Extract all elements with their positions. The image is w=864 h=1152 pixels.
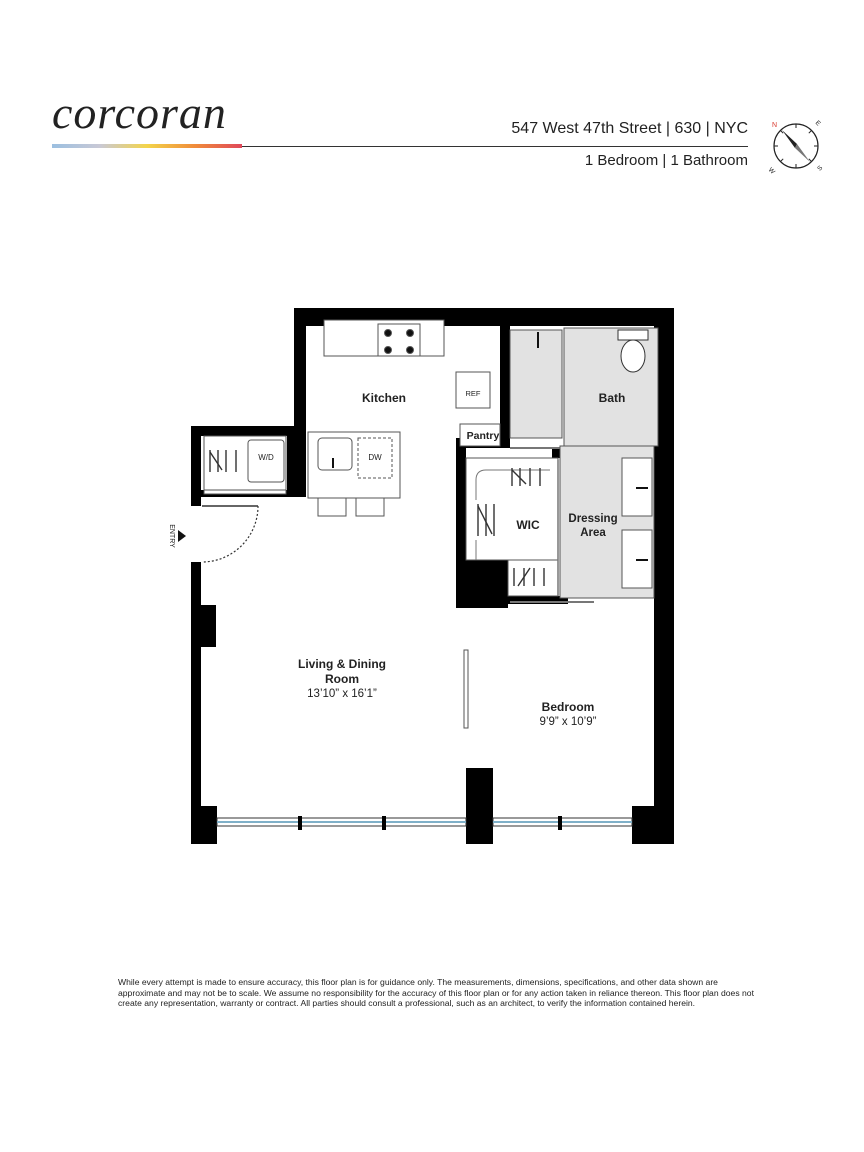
fixture-label-dw: DW	[368, 453, 382, 462]
entry-arrow-icon	[178, 530, 186, 542]
compass-n: N	[772, 122, 778, 129]
bar-stool-icon	[356, 498, 384, 516]
disclaimer-text: While every attempt is made to ensure accuracy, this floor plan is for guidance only. The measurements, dimensions, specifications, and other data shown are approximate and may not be to scale. We assume no responsibility for the accuracy of this floor plan or for any action taken in reliance thereon. This floor plan does not create any representation, warranty or contract. All parties should consult a professional, such as an architect, to verify the information contained herein.	[118, 977, 754, 1009]
windows	[217, 816, 632, 830]
room-label-dressing-area: Area	[580, 527, 606, 539]
sink-icon	[318, 438, 352, 470]
compass-w: W	[766, 166, 777, 176]
room-label-wic: WIC	[516, 518, 540, 532]
room-label-kitchen: Kitchen	[361, 391, 407, 405]
room-dims-bedroom: 9’9” x 10’9”	[539, 716, 597, 728]
compass-e: E	[813, 119, 822, 128]
bathroom-fixtures	[510, 328, 658, 448]
entry-label: ENTRY	[168, 524, 175, 548]
compass-s: S	[816, 164, 825, 173]
laundry-closet	[204, 436, 286, 494]
brand-logo: corcoran	[52, 87, 227, 138]
entry-door[interactable]	[178, 506, 258, 562]
toilet-icon	[618, 330, 648, 340]
room-label-bedroom: Bedroom	[541, 700, 595, 714]
unit-summary: 1 Bedroom | 1 Bathroom	[584, 152, 748, 169]
bedroom-sliding-door[interactable]	[464, 650, 468, 728]
bar-stool-icon	[318, 498, 346, 516]
room-dims-living: 13’10” x 16’1”	[307, 688, 377, 700]
room-label-living-room: Room	[325, 672, 359, 686]
room-label-dressing: Dressing	[568, 513, 618, 525]
fixture-label-wd: W/D	[258, 453, 274, 462]
fixture-label-ref: REF	[465, 389, 481, 398]
room-label-living: Living & Dining	[298, 657, 386, 671]
shower	[510, 330, 562, 438]
room-label-bath: Bath	[598, 391, 626, 405]
listing-address: 547 West 47th Street | 630 | NYC	[511, 120, 748, 137]
room-label-pantry: Pantry	[466, 430, 500, 442]
